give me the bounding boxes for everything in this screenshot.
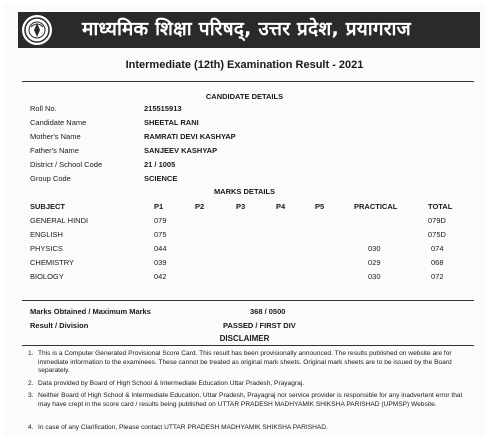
total-cell: 068 <box>431 258 444 267</box>
disclaimer-item <box>28 424 468 433</box>
disclaimer-number: 4. <box>28 424 34 431</box>
disclaimer-item <box>28 380 468 389</box>
practical-cell: 030 <box>368 272 381 281</box>
disclaimer-text: Neither Board of High School & Intermediate Education, Uttar Pradesh, Prayagraj nor service provider is responsible for any inadvertent error that may have crept in the score card / results being published on UTTAR PRADESH MADHYAMIK SHIKSHA PARISHAD (UPMSP) Website. <box>38 392 463 408</box>
practical-cell: 030 <box>368 244 381 253</box>
col-practical: PRACTICAL <box>354 202 398 211</box>
practical-cell: 029 <box>368 258 381 267</box>
p1-cell: 075 <box>154 230 167 239</box>
result-division-label: Result / Division <box>30 321 89 330</box>
col-subject: SUBJECT <box>30 202 66 211</box>
mother-name-value: RAMRATI DEVI KASHYAP <box>144 132 236 141</box>
roll-no-label: Roll No. <box>30 104 57 113</box>
board-logo-icon <box>20 13 54 47</box>
col-total: TOTAL <box>428 202 453 211</box>
disclaimer-number: 2. <box>28 380 34 387</box>
p1-cell: 079 <box>154 216 167 225</box>
disclaimer-number: 1. <box>28 350 34 357</box>
col-p2: P2 <box>195 202 205 211</box>
disclaimer-text: Data provided by Board of High School & Intermediate Education Uttar Pradesh, Prayagraj. <box>38 380 305 387</box>
disclaimer-item <box>28 350 468 376</box>
group-code-value: SCIENCE <box>144 174 178 183</box>
candidate-name-value: SHEETAL RANI <box>144 118 199 127</box>
p1-cell: 044 <box>154 244 167 253</box>
divider <box>22 81 474 82</box>
subject-cell: CHEMISTRY <box>30 258 75 267</box>
col-p4: P4 <box>276 202 286 211</box>
roll-no-value: 215515913 <box>144 104 182 113</box>
group-code-label: Group Code <box>30 174 71 183</box>
marks-obtained-label: Marks Obtained / Maximum Marks <box>30 307 151 316</box>
disclaimer-title: DISCLAIMER <box>219 334 270 343</box>
col-p3: P3 <box>236 202 246 211</box>
marks-details-title: MARKS DETAILS <box>213 187 276 196</box>
disclaimer-text: In case of any Clarification, Please contact UTTAR PRADESH MADHYAMIK SHIKSHA PARISHAD. <box>38 424 328 431</box>
divider <box>22 345 474 346</box>
divider <box>22 300 474 301</box>
subject-cell: PHYSICS <box>30 244 63 253</box>
disclaimer-item <box>28 392 468 409</box>
total-cell: 079D <box>428 216 446 225</box>
father-name-value: SANJEEV KASHYAP <box>144 146 218 155</box>
district-school-value: 21 / 1005 <box>144 160 176 169</box>
exam-title: Intermediate (12th) Examination Result - 2021 <box>125 59 364 71</box>
disclaimer-text: This is a Computer Generated Provisional Score Card. This result has been provisionally announced. The results published on website are for immediate information to the examinees. These cannot be treated as original mark sheets. Original mark sheets are to be issued by the Board separately. <box>38 350 452 375</box>
candidate-details-title: CANDIDATE DETAILS <box>205 92 284 101</box>
mother-name-label: Mother's Name <box>30 132 81 141</box>
col-p1: P1 <box>154 202 164 211</box>
board-name: माध्यमिक शिक्षा परिषद्, उत्तर प्रदेश, प्रयागराज <box>82 18 411 40</box>
district-school-label: District / School Code <box>30 160 103 169</box>
candidate-name-label: Candidate Name <box>30 118 87 127</box>
col-p5: P5 <box>315 202 325 211</box>
subject-cell: ENGLISH <box>30 230 63 239</box>
result-division-value: PASSED / FIRST DIV <box>223 321 296 330</box>
father-name-label: Father's Name <box>30 146 79 155</box>
disclaimer-number: 3. <box>28 392 34 399</box>
subject-cell: BIOLOGY <box>30 272 64 281</box>
marks-obtained-value: 368 / 0500 <box>250 307 286 316</box>
header-banner <box>18 12 480 48</box>
total-cell: 072 <box>431 272 444 281</box>
total-cell: 075D <box>428 230 446 239</box>
total-cell: 074 <box>431 244 444 253</box>
p1-cell: 042 <box>154 272 167 281</box>
p1-cell: 039 <box>154 258 167 267</box>
subject-cell: GENERAL HINDI <box>30 216 89 225</box>
